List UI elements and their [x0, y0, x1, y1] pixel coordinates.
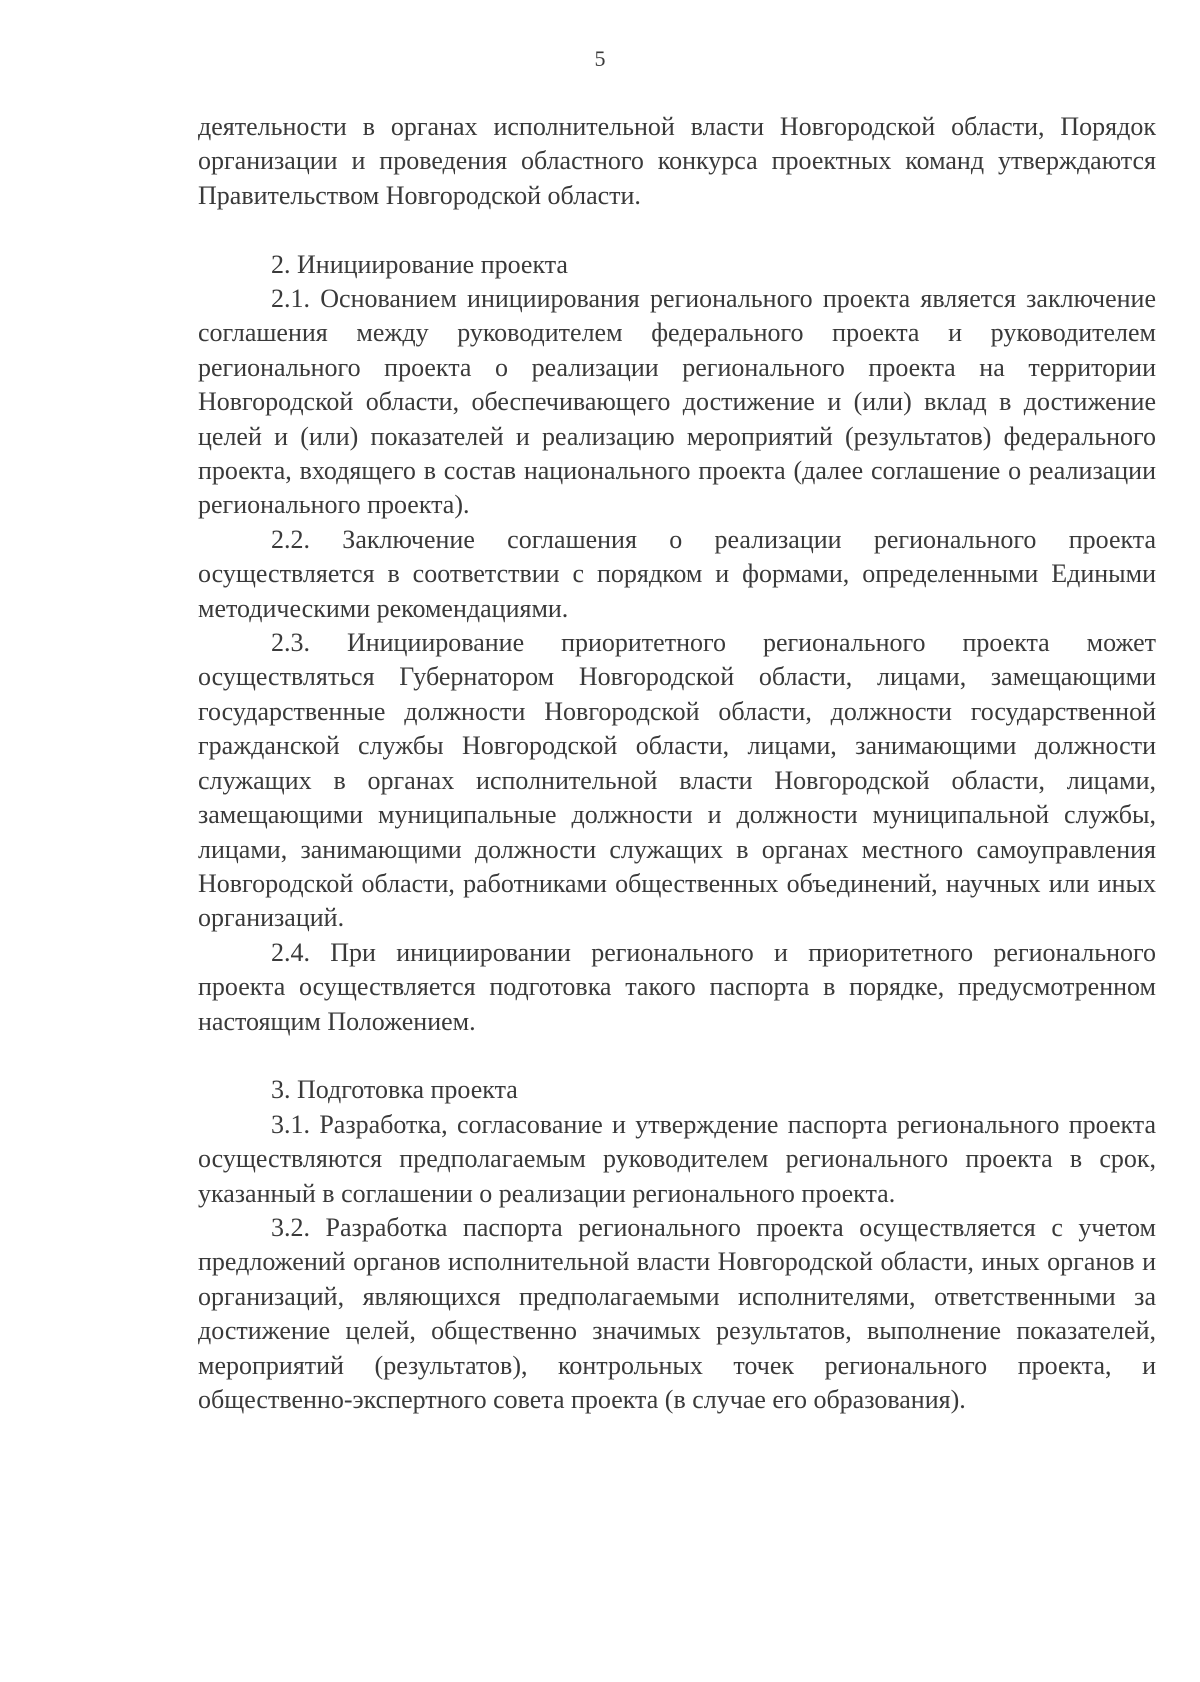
- paragraph-2-3: 2.3. Инициирование приоритетного регионального проекта может осуществляться Губернатором Новгородской области, лицами, замещающими государственные должности Новгородской области, должности государственной гражданской службы Новгородской области, лицами, занимающими должности служащих в органах исполнительной власти Новгородской области, лицами, замещающими муниципальные должности и должности муниципальной службы, лицами, занимающими должности служащих в органах местного самоуправления Новгородской области, работниками общественных объединений, научных или иных организаций.: [198, 628, 1156, 933]
- page-number: 5: [594, 46, 606, 71]
- section-spacer: [198, 213, 1156, 247]
- paragraph-3-2: 3.2. Разработка паспорта регионального проекта осуществляется с учетом предложений органов исполнительной власти Новгородской области, иных органов и организаций, являющихся предполагаемыми исполнителями, ответственными за достижение целей, общественно значимых результатов, выполнение показателей, мероприятий (результатов), контрольных точек регионального проекта, и общественно-экспертного совета проекта (в случае его образования).: [198, 1212, 1156, 1414]
- document-body: [198, 110, 1156, 1417]
- paragraph-2-2: 2.2. Заключение соглашения о реализации регионального проекта осуществляется в соответствии с порядком и формами, определенными Едиными методическими рекомендациями.: [198, 524, 1156, 623]
- paragraph-3-1: 3.1. Разработка, согласование и утверждение паспорта регионального проекта осуществляются предполагаемым руководителем регионального проекта в срок, указанный в соглашении о реализации регионального проекта.: [198, 1109, 1156, 1208]
- section-heading-2: 2. Инициирование проекта: [271, 249, 568, 279]
- paragraph-2-4: 2.4. При инициировании регионального и приоритетного регионального проекта осуществляется подготовка такого паспорта в порядке, предусмотренном настоящим Положением.: [198, 937, 1156, 1036]
- section-spacer: [198, 1039, 1156, 1073]
- paragraph-continuation: деятельности в органах исполнительной власти Новгородской области, Порядок организации и проведения областного конкурса проектных команд утверждаются Правительством Новгородской области.: [198, 112, 1156, 210]
- paragraph-2-1: 2.1. Основанием инициирования регионального проекта является заключение соглашения между руководителем федерального проекта и руководителем регионального проекта о реализации регионального проекта на территории Новгородской области, обеспечивающего достижение и (или) вклад в достижение целей и (или) показателей и реализацию мероприятий (результатов) федерального проекта, входящего в состав национального проекта (далее соглашение о реализации регионального проекта).: [198, 284, 1156, 520]
- section-heading-3: 3. Подготовка проекта: [271, 1075, 518, 1105]
